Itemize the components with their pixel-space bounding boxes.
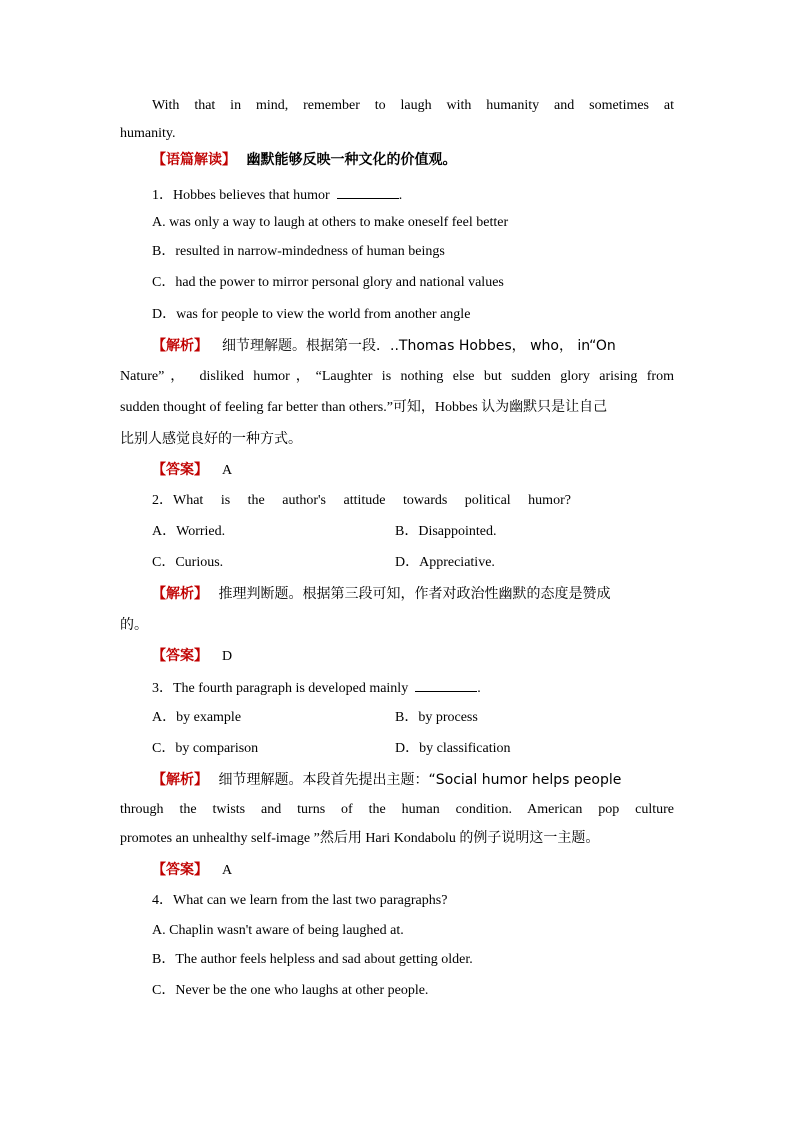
q1-option-c: C．had the power to mirror personal glory and national values xyxy=(152,275,504,290)
q1-option-b: B．resulted in narrow-mindedness of human beings xyxy=(152,244,445,259)
q4-option-a: A. Chaplin wasn't aware of being laughed at. xyxy=(152,923,404,938)
q2-option-a: A．Worried. xyxy=(152,524,226,539)
q4-stem: 4．What can we learn from the last two paragraphs? xyxy=(152,893,448,908)
q2-analysis-line-1 xyxy=(152,584,611,605)
q2-analysis-tag: 【解析】 xyxy=(152,586,208,602)
q3-stem-text: 3．The fourth paragraph is developed mainly xyxy=(152,681,409,696)
q3-answer xyxy=(152,860,232,881)
q1-answer xyxy=(152,460,232,481)
q2-stem: 2．What is the author's attitude towards political humor? xyxy=(152,493,571,508)
q1-analysis-tag: 【解析】 xyxy=(152,338,208,354)
intro-line-1: With that in mind, remember to laugh with humanity and sometimes at xyxy=(152,98,674,113)
q1-analysis-line-2: Nature”， disliked humor，“Laughter is nothing else but sudden glory arising from xyxy=(120,369,674,384)
passage-reading-text: 幽默能够反映一种文化的价值观。 xyxy=(246,152,457,168)
passage-reading-tag: 【语篇解读】 xyxy=(152,152,236,168)
q1-analysis-text: 细节理解题。根据第一段．..Thomas Hobbes， who， in“On xyxy=(222,338,616,354)
q4-option-b: B．The author feels helpless and sad about getting older. xyxy=(152,952,473,967)
q3-stem-end: . xyxy=(477,681,481,696)
intro-line-2: humanity. xyxy=(120,126,176,141)
q3-stem xyxy=(152,677,481,699)
q1-analysis-line-3: sudden thought of feeling far better than others.”可知，Hobbes 认为幽默只是让自己 xyxy=(120,400,608,415)
q3-analysis-line-3: promotes an unhealthy self-image ”然后用 Hari Kondabolu 的例子说明这一主题。 xyxy=(120,831,600,846)
passage-reading xyxy=(152,150,457,171)
q3-answer-tag: 【答案】 xyxy=(152,862,208,878)
q1-stem-text: 1．Hobbes believes that humor xyxy=(152,188,330,203)
q3-option-a: A．by example xyxy=(152,710,242,725)
q3-analysis-line-2: through the twists and turns of the human condition. American pop culture xyxy=(120,802,674,817)
q2-answer xyxy=(152,646,232,667)
q2-answer-value: D xyxy=(222,649,233,664)
q1-stem-end: . xyxy=(398,188,403,203)
q2-option-b: B．Disappointed. xyxy=(395,524,497,539)
q3-analysis-tag: 【解析】 xyxy=(152,772,208,788)
q3-option-c: C．by comparison xyxy=(152,741,259,756)
q1-answer-tag: 【答案】 xyxy=(152,462,208,478)
q1-analysis-line-1 xyxy=(152,336,616,357)
q2-option-c: C．Curious. xyxy=(152,555,224,570)
q3-analysis-line-1 xyxy=(152,770,621,791)
q1-blank xyxy=(337,184,399,199)
q2-option-d: D．Appreciative. xyxy=(395,555,495,570)
q3-blank xyxy=(415,677,477,692)
q1-option-a: A. was only a way to laugh at others to make oneself feel better xyxy=(152,215,509,230)
q2-analysis-text: 推理判断题。根据第三段可知，作者对政治性幽默的态度是赞成 xyxy=(218,586,611,602)
q1-option-d: D．was for people to view the world from another angle xyxy=(152,307,471,322)
q1-answer-value: A xyxy=(222,463,233,478)
q2-answer-tag: 【答案】 xyxy=(152,648,208,664)
q1-stem xyxy=(152,184,402,206)
q1-analysis-line-4: 比别人感觉良好的一种方式。 xyxy=(120,431,302,447)
q3-analysis-text: 细节理解题。本段首先提出主题：“Social humor helps people xyxy=(218,772,622,788)
q4-option-c: C．Never be the one who laughs at other people. xyxy=(152,983,429,998)
q3-option-b: B．by process xyxy=(395,710,478,725)
q3-answer-value: A xyxy=(222,863,233,878)
q3-option-d: D．by classification xyxy=(395,741,511,756)
q2-analysis-line-2: 的。 xyxy=(120,617,148,633)
